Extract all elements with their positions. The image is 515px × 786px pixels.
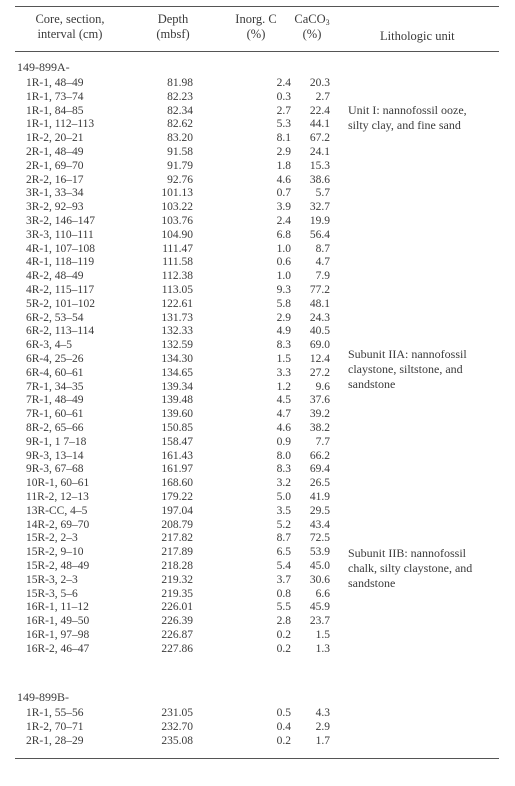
table-row bbox=[0, 531, 515, 545]
cell-core-interval: 1R-2, 20–21 bbox=[26, 132, 84, 145]
cell-core-interval: 3R-2, 146–147 bbox=[26, 215, 95, 227]
cell-caco3: 9.6 bbox=[315, 380, 330, 393]
cell-depth: 104.90 bbox=[161, 228, 193, 241]
cell-depth: 92.76 bbox=[167, 173, 193, 186]
table-row bbox=[0, 159, 515, 173]
header-bottom-rule bbox=[15, 51, 499, 52]
header-inorganic-carbon bbox=[228, 12, 284, 42]
cell-depth: 139.34 bbox=[161, 380, 193, 393]
cell-depth: 232.70 bbox=[161, 720, 193, 733]
cell-core-interval: 6R-4, 25–26 bbox=[26, 353, 84, 365]
cell-inorganic-carbon: 8.0 bbox=[276, 449, 291, 462]
cell-core-interval: 6R-3, 4–5 bbox=[26, 339, 72, 352]
cell-core-interval: 10R-1, 60–61 bbox=[26, 477, 90, 490]
cell-caco3: 72.5 bbox=[309, 532, 330, 545]
cell-depth: 131.73 bbox=[161, 311, 193, 324]
cell-inorganic-carbon: 0.7 bbox=[276, 187, 291, 200]
cell-inorganic-carbon: 8.3 bbox=[276, 339, 291, 352]
cell-inorganic-carbon: 4.5 bbox=[276, 394, 291, 407]
cell-core-interval: 3R-2, 92–93 bbox=[26, 201, 84, 214]
cell-core-interval: 14R-2, 69–70 bbox=[26, 518, 90, 531]
cell-core-interval: 15R-3, 2–3 bbox=[26, 573, 78, 586]
cell-inorganic-carbon: 4.7 bbox=[276, 408, 291, 421]
unit-line: silty clay, and fine sand bbox=[348, 118, 461, 132]
cell-depth: 83.20 bbox=[167, 132, 193, 145]
cell-core-interval: 3R-3, 110–111 bbox=[26, 228, 94, 241]
cell-core-interval: 1R-2, 70–71 bbox=[26, 720, 84, 733]
header-core-section-interval bbox=[22, 12, 118, 42]
table-row bbox=[0, 186, 515, 200]
cell-depth: 101.13 bbox=[161, 187, 193, 200]
table-row bbox=[0, 90, 515, 104]
header-caco3-line1 bbox=[286, 12, 338, 27]
cell-depth: 132.33 bbox=[161, 325, 193, 338]
cell-core-interval: 13R-CC, 4–5 bbox=[26, 504, 88, 517]
cell-caco3: 56.4 bbox=[309, 228, 330, 241]
cell-depth: 139.60 bbox=[161, 408, 193, 421]
table-row bbox=[0, 504, 515, 518]
cell-inorganic-carbon: 9.3 bbox=[276, 284, 291, 296]
cell-caco3: 24.3 bbox=[309, 311, 330, 324]
table-row bbox=[0, 462, 515, 476]
cell-caco3: 67.2 bbox=[309, 132, 330, 145]
cell-caco3: 22.4 bbox=[309, 104, 330, 117]
cell-depth: 208.79 bbox=[161, 518, 193, 531]
header-caco3 bbox=[286, 12, 338, 42]
table-row bbox=[0, 600, 515, 614]
table-row bbox=[0, 228, 515, 242]
cell-caco3: 2.9 bbox=[315, 720, 330, 733]
unit-line: Unit I: nannofossil ooze, bbox=[348, 103, 467, 117]
cell-inorganic-carbon: 1.2 bbox=[276, 380, 291, 393]
cell-caco3: 1.7 bbox=[315, 734, 330, 747]
cell-inorganic-carbon: 0.9 bbox=[276, 435, 291, 448]
cell-caco3: 8.7 bbox=[315, 242, 330, 255]
cell-inorganic-carbon: 2.9 bbox=[276, 311, 291, 324]
cell-inorganic-carbon: 5.2 bbox=[276, 518, 291, 531]
cell-depth: 91.58 bbox=[167, 146, 193, 158]
cell-caco3: 12.4 bbox=[309, 353, 330, 365]
cell-caco3: 23.7 bbox=[309, 615, 330, 628]
cell-core-interval: 2R-1, 69–70 bbox=[26, 159, 84, 172]
unit-line: sandstone bbox=[348, 377, 396, 391]
cell-core-interval: 8R-2, 65–66 bbox=[26, 422, 84, 434]
cell-depth: 197.04 bbox=[161, 504, 193, 517]
cell-core-interval: 2R-1, 48–49 bbox=[26, 146, 84, 158]
unit-line: claystone, siltstone, and bbox=[348, 362, 463, 376]
cell-core-interval: 11R-2, 12–13 bbox=[26, 491, 89, 503]
cell-depth: 168.60 bbox=[161, 477, 193, 490]
table-row bbox=[0, 435, 515, 449]
cell-depth: 111.58 bbox=[162, 256, 193, 269]
table-row bbox=[0, 255, 515, 269]
cell-depth: 91.79 bbox=[167, 159, 193, 172]
cell-core-interval: 7R-1, 48–49 bbox=[26, 394, 84, 407]
cell-inorganic-carbon: 0.8 bbox=[276, 587, 291, 600]
cell-caco3: 20.3 bbox=[309, 77, 330, 89]
cell-core-interval: 16R-1, 49–50 bbox=[26, 615, 90, 628]
cell-core-interval: 4R-1, 118–119 bbox=[26, 256, 95, 269]
cell-core-interval: 7R-1, 34–35 bbox=[26, 380, 84, 393]
cell-depth: 226.01 bbox=[161, 601, 193, 614]
header-core-line2: interval (cm) bbox=[37, 27, 103, 41]
cell-caco3: 38.6 bbox=[309, 173, 330, 186]
header-caco3-base: CaCO bbox=[294, 12, 326, 26]
cell-caco3: 7.7 bbox=[315, 435, 330, 448]
cell-core-interval: 1R-1, 112–113 bbox=[26, 118, 95, 131]
cell-inorganic-carbon: 3.5 bbox=[276, 504, 291, 517]
table-row bbox=[0, 734, 515, 748]
cell-inorganic-carbon: 0.4 bbox=[276, 720, 291, 733]
cell-caco3: 4.7 bbox=[315, 256, 330, 269]
cell-caco3: 26.5 bbox=[309, 477, 330, 490]
table-row bbox=[0, 131, 515, 145]
cell-caco3: 77.2 bbox=[309, 284, 330, 296]
cell-core-interval: 15R-2, 2–3 bbox=[26, 532, 78, 545]
unit-label-3 bbox=[348, 546, 508, 591]
cell-core-interval: 9R-1, 1 7–18 bbox=[26, 435, 87, 448]
cell-caco3: 1.5 bbox=[315, 629, 330, 641]
cell-depth: 218.28 bbox=[161, 560, 193, 572]
cell-inorganic-carbon: 6.5 bbox=[276, 546, 291, 559]
header-caco3-line2: (%) bbox=[302, 27, 322, 41]
table-row bbox=[0, 518, 515, 532]
cell-inorganic-carbon: 3.3 bbox=[276, 366, 291, 379]
table-row bbox=[0, 242, 515, 256]
table-top-rule bbox=[15, 6, 499, 7]
table-row bbox=[0, 628, 515, 642]
cell-depth: 150.85 bbox=[161, 422, 193, 434]
cell-inorganic-carbon: 1.0 bbox=[276, 242, 291, 255]
table-row bbox=[0, 145, 515, 159]
cell-depth: 82.62 bbox=[167, 118, 193, 131]
cell-core-interval: 1R-1, 55–56 bbox=[26, 707, 84, 719]
cell-caco3: 43.4 bbox=[309, 518, 330, 531]
cell-inorganic-carbon: 5.5 bbox=[276, 601, 291, 614]
cell-inorganic-carbon: 4.9 bbox=[276, 325, 291, 338]
cell-caco3: 66.2 bbox=[309, 449, 330, 462]
cell-core-interval: 6R-4, 60–61 bbox=[26, 366, 84, 379]
cell-depth: 235.08 bbox=[161, 734, 193, 747]
table-bottom-rule bbox=[15, 758, 499, 759]
cell-depth: 161.43 bbox=[161, 449, 193, 462]
cell-inorganic-carbon: 5.8 bbox=[276, 297, 291, 310]
cell-core-interval: 9R-3, 67–68 bbox=[26, 463, 84, 476]
cell-inorganic-carbon: 4.6 bbox=[276, 422, 291, 434]
cell-caco3: 48.1 bbox=[309, 297, 330, 310]
unit-line: sandstone bbox=[348, 576, 396, 590]
table-row bbox=[0, 269, 515, 283]
cell-inorganic-carbon: 3.2 bbox=[276, 477, 291, 490]
cell-inorganic-carbon: 8.7 bbox=[276, 532, 291, 545]
unit-line: Subunit IIB: nannofossil bbox=[348, 546, 467, 560]
table-row bbox=[0, 200, 515, 214]
cell-core-interval: 9R-3, 13–14 bbox=[26, 449, 84, 462]
table-row bbox=[0, 614, 515, 628]
cell-depth: 82.34 bbox=[167, 104, 193, 117]
header-caco3-subscript: 3 bbox=[325, 18, 330, 27]
cell-depth: 226.39 bbox=[161, 615, 193, 628]
cell-caco3: 24.1 bbox=[309, 146, 330, 158]
cell-depth: 81.98 bbox=[167, 77, 193, 89]
table-row bbox=[0, 311, 515, 325]
header-lith-text: Lithologic unit bbox=[380, 29, 455, 43]
cell-depth: 103.76 bbox=[161, 215, 193, 227]
cell-depth: 134.30 bbox=[161, 353, 193, 365]
cell-caco3: 45.0 bbox=[309, 560, 330, 572]
cell-caco3: 1.3 bbox=[315, 642, 330, 655]
header-depth-line1: Depth bbox=[157, 12, 189, 26]
cell-core-interval: 1R-1, 84–85 bbox=[26, 104, 84, 117]
cell-depth: 112.38 bbox=[161, 270, 193, 283]
table-row bbox=[0, 214, 515, 228]
cell-depth: 217.89 bbox=[161, 546, 193, 559]
cell-inorganic-carbon: 8.1 bbox=[276, 132, 291, 145]
cell-core-interval: 2R-1, 28–29 bbox=[26, 734, 84, 747]
cell-core-interval: 16R-1, 11–12 bbox=[26, 601, 89, 614]
cell-inorganic-carbon: 0.3 bbox=[276, 90, 291, 103]
cell-inorganic-carbon: 0.2 bbox=[276, 642, 291, 655]
header-depth bbox=[148, 12, 198, 42]
hole-label: 149-899B- bbox=[17, 690, 69, 704]
cell-caco3: 39.2 bbox=[309, 408, 330, 421]
table-row bbox=[0, 449, 515, 463]
cell-core-interval: 7R-1, 60–61 bbox=[26, 408, 84, 421]
cell-depth: 227.86 bbox=[161, 642, 193, 655]
cell-caco3: 4.3 bbox=[315, 707, 330, 719]
table-row bbox=[0, 490, 515, 504]
cell-core-interval: 4R-1, 107–108 bbox=[26, 242, 95, 255]
table-row bbox=[0, 720, 515, 734]
cell-depth: 82.23 bbox=[167, 90, 193, 103]
cell-core-interval: 1R-1, 48–49 bbox=[26, 77, 84, 89]
unit-label-1 bbox=[348, 103, 508, 133]
cell-depth: 139.48 bbox=[161, 394, 193, 407]
cell-inorganic-carbon: 2.9 bbox=[276, 146, 291, 158]
cell-inorganic-carbon: 5.3 bbox=[276, 118, 291, 131]
cell-inorganic-carbon: 0.5 bbox=[276, 707, 291, 719]
cell-inorganic-carbon: 1.8 bbox=[276, 159, 291, 172]
cell-inorganic-carbon: 6.8 bbox=[276, 228, 291, 241]
cell-inorganic-carbon: 0.2 bbox=[276, 629, 291, 641]
cell-caco3: 32.7 bbox=[309, 201, 330, 214]
cell-core-interval: 16R-1, 97–98 bbox=[26, 629, 90, 641]
cell-depth: 226.87 bbox=[161, 629, 193, 641]
table-row bbox=[0, 476, 515, 490]
table-row bbox=[0, 173, 515, 187]
cell-caco3: 69.0 bbox=[309, 339, 330, 352]
cell-caco3: 7.9 bbox=[315, 270, 330, 283]
cell-inorganic-carbon: 3.9 bbox=[276, 201, 291, 214]
cell-caco3: 27.2 bbox=[309, 366, 330, 379]
cell-depth: 113.05 bbox=[161, 284, 193, 296]
unit-label-2 bbox=[348, 347, 508, 392]
cell-caco3: 2.7 bbox=[315, 90, 330, 103]
cell-caco3: 53.9 bbox=[309, 546, 330, 559]
table-row bbox=[0, 706, 515, 720]
header-depth-line2: (mbsf) bbox=[156, 27, 190, 41]
cell-depth: 161.97 bbox=[161, 463, 193, 476]
cell-depth: 219.35 bbox=[161, 587, 193, 600]
cell-caco3: 38.2 bbox=[309, 422, 330, 434]
cell-depth: 134.65 bbox=[161, 366, 193, 379]
cell-depth: 231.05 bbox=[161, 707, 193, 719]
table-row bbox=[0, 393, 515, 407]
table-row bbox=[0, 324, 515, 338]
unit-line: chalk, silty claystone, and bbox=[348, 561, 473, 575]
cell-core-interval: 16R-2, 46–47 bbox=[26, 642, 90, 655]
cell-caco3: 15.3 bbox=[309, 159, 330, 172]
table-row bbox=[0, 407, 515, 421]
cell-caco3: 19.9 bbox=[309, 215, 330, 227]
cell-core-interval: 5R-2, 101–102 bbox=[26, 297, 95, 310]
cell-core-interval: 6R-2, 53–54 bbox=[26, 311, 84, 324]
cell-inorganic-carbon: 5.4 bbox=[276, 560, 291, 572]
cell-caco3: 41.9 bbox=[309, 491, 330, 503]
table-row bbox=[0, 283, 515, 297]
table-row bbox=[0, 642, 515, 656]
cell-inorganic-carbon: 1.5 bbox=[276, 353, 291, 365]
hole-label: 149-899A- bbox=[17, 60, 70, 74]
cell-caco3: 30.6 bbox=[309, 573, 330, 586]
header-inorgc-line2: (%) bbox=[246, 27, 266, 41]
cell-inorganic-carbon: 2.8 bbox=[276, 615, 291, 628]
cell-depth: 158.47 bbox=[161, 435, 193, 448]
cell-inorganic-carbon: 2.4 bbox=[276, 215, 291, 227]
cell-core-interval: 2R-2, 16–17 bbox=[26, 173, 84, 186]
cell-inorganic-carbon: 3.7 bbox=[276, 573, 291, 586]
cell-depth: 217.82 bbox=[161, 532, 193, 545]
cell-depth: 132.59 bbox=[161, 339, 193, 352]
cell-caco3: 40.5 bbox=[309, 325, 330, 338]
cell-core-interval: 15R-2, 48–49 bbox=[26, 560, 90, 572]
cell-core-interval: 4R-2, 48–49 bbox=[26, 270, 84, 283]
cell-core-interval: 15R-2, 9–10 bbox=[26, 546, 84, 559]
cell-caco3: 29.5 bbox=[309, 504, 330, 517]
table-row bbox=[0, 297, 515, 311]
cell-inorganic-carbon: 1.0 bbox=[276, 270, 291, 283]
cell-caco3: 44.1 bbox=[309, 118, 330, 131]
table-row bbox=[0, 421, 515, 435]
cell-depth: 179.22 bbox=[161, 491, 193, 503]
header-inorgc-line1: Inorg. C bbox=[235, 12, 277, 26]
cell-core-interval: 4R-2, 115–117 bbox=[26, 284, 95, 296]
cell-depth: 122.61 bbox=[161, 297, 193, 310]
cell-caco3: 6.6 bbox=[315, 587, 330, 600]
cell-core-interval: 6R-2, 113–114 bbox=[26, 325, 95, 338]
cell-inorganic-carbon: 0.6 bbox=[276, 256, 291, 269]
cell-inorganic-carbon: 5.0 bbox=[276, 491, 291, 503]
cell-inorganic-carbon: 4.6 bbox=[276, 173, 291, 186]
table-row bbox=[0, 76, 515, 90]
cell-caco3: 45.9 bbox=[309, 601, 330, 614]
cell-depth: 103.22 bbox=[161, 201, 193, 214]
cell-inorganic-carbon: 2.4 bbox=[276, 77, 291, 89]
cell-depth: 219.32 bbox=[161, 573, 193, 586]
unit-line: Subunit IIA: nannofossil bbox=[348, 347, 467, 361]
header-core-line1: Core, section, bbox=[35, 12, 105, 26]
cell-core-interval: 1R-1, 73–74 bbox=[26, 90, 84, 103]
cell-core-interval: 3R-1, 33–34 bbox=[26, 187, 84, 200]
cell-core-interval: 15R-3, 5–6 bbox=[26, 587, 78, 600]
cell-inorganic-carbon: 2.7 bbox=[276, 104, 291, 117]
cell-caco3: 5.7 bbox=[315, 187, 330, 200]
cell-inorganic-carbon: 0.2 bbox=[276, 734, 291, 747]
cell-depth: 111.47 bbox=[162, 242, 193, 255]
cell-caco3: 37.6 bbox=[309, 394, 330, 407]
header-lithologic-unit bbox=[380, 29, 455, 44]
cell-caco3: 69.4 bbox=[309, 463, 330, 476]
cell-inorganic-carbon: 8.3 bbox=[276, 463, 291, 476]
